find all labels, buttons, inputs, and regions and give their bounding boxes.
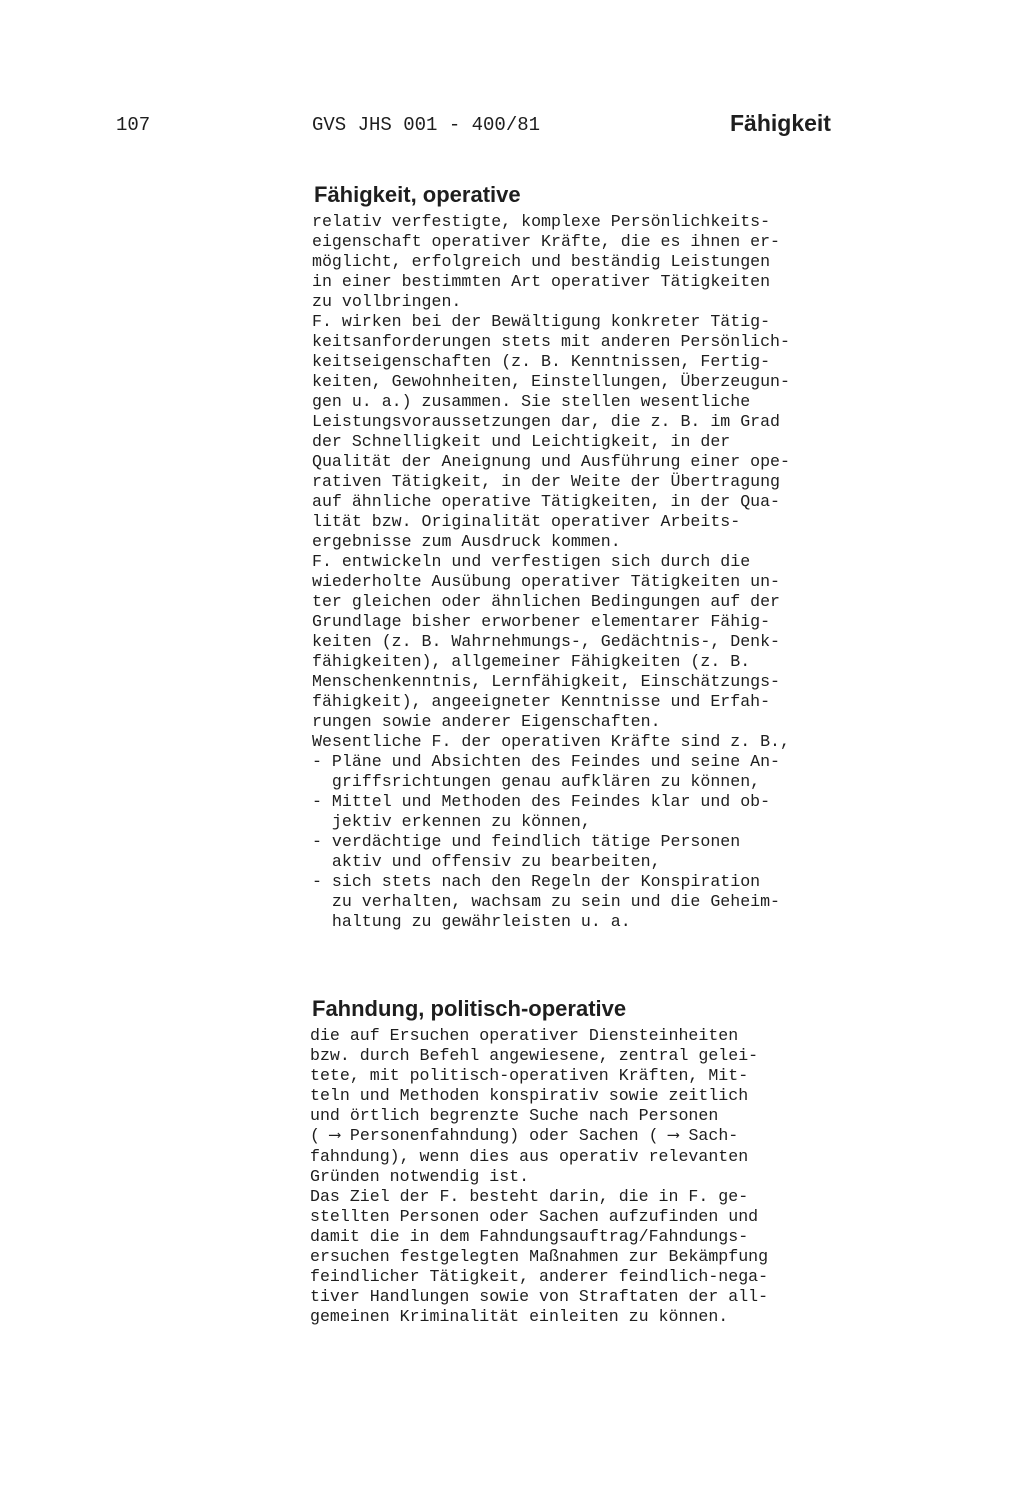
page-number: 107 xyxy=(116,114,151,136)
entry-body: die auf Ersuchen operativer Diensteinheiten bzw. durch Befehl angewiesene, zentral gelei- tete, mit politisch-operativen Kräften, Mit- teln und Methoden konspirativ sowie zeitlich und örtlich begrenzte Suche nach Personen ( ⟶ Personenfahndung) oder Sachen ( ⟶ Sach- fahndung), wenn dies aus operativ relevanten Gründen notwendig ist. Das Ziel der F. besteht darin, die in F. ge- stellten Personen oder Sachen aufzufinden und damit die in dem Fahndungsauftrag/Fahndungs- ersuchen festgelegten Maßnahmen zur Bekämpfung feindlicher Tätigkeit, anderer feindlich-nega- tiver Handlungen sowie von Straftaten der all- gemeinen Kriminalität einleiten zu können. xyxy=(310,1026,769,1327)
entry-faehigkeit-operative xyxy=(312,180,912,932)
entry-fahndung-politisch-operative xyxy=(310,994,910,1327)
page-header xyxy=(0,110,1024,142)
entry-title: Fähigkeit, operative xyxy=(314,182,521,207)
document-reference: GVS JHS 001 - 400/81 xyxy=(312,114,541,136)
entry-body: relativ verfestigte, komplexe Persönlichkeits- eigenschaft operativer Kräfte, die es ihnen er- möglicht, erfolgreich und beständig Leistungen in einer bestimmten Art operativer Tätigkeiten zu vollbringen. F. wirken bei der Bewältigung konkreter Tätig- keitsanforderungen stets mit anderen Persönlich- keitseigenschaften (z. B. Kenntnissen, Fertig- keiten, Gewohnheiten, Einstellungen, Überzeugun- gen u. a.) zusammen. Sie stellen wesentliche Leistungsvoraussetzungen dar, die z. B. im Grad der Schnelligkeit und Leichtigkeit, in der Qualität der Aneignung und Ausführung einer ope- rativen Tätigkeit, in der Weite der Übertragung auf ähnliche operative Tätigkeiten, in der Qua- lität bzw. Originalität operativer Arbeits- ergebnisse zum Ausdruck kommen. F. entwickeln und verfestigen sich durch die wiederholte Ausübung operativer Tätigkeiten un- ter gleichen oder ähnlichen Bedingungen auf der Grundlage bisher erworbener elementarer Fähig- keiten (z. B. Wahrnehmungs-, Gedächtnis-, Denk- fähigkeiten), allgemeiner Fähigkeiten (z. B. Menschenkenntnis, Lernfähigkeit, Einschätzungs- fähigkeit), angeeigneter Kenntnisse und Erfah- rungen sowie anderer Eigenschaften. Wesentliche F. der operativen Kräfte sind z. B., - Pläne und Absichten des Feindes und seine An- griffsrichtungen genau aufklären zu können, - Mittel und Methoden des Feindes klar und ob- jektiv erkennen zu können, - verdächtige und feindlich tätige Personen aktiv und offensiv zu bearbeiten, - sich stets nach den Regeln der Konspiration zu verhalten, wachsam zu sein und die Geheim- haltung zu gewährleisten u. a. xyxy=(312,212,790,931)
running-head: Fähigkeit xyxy=(730,110,831,136)
entry-title: Fahndung, politisch-operative xyxy=(312,996,627,1021)
